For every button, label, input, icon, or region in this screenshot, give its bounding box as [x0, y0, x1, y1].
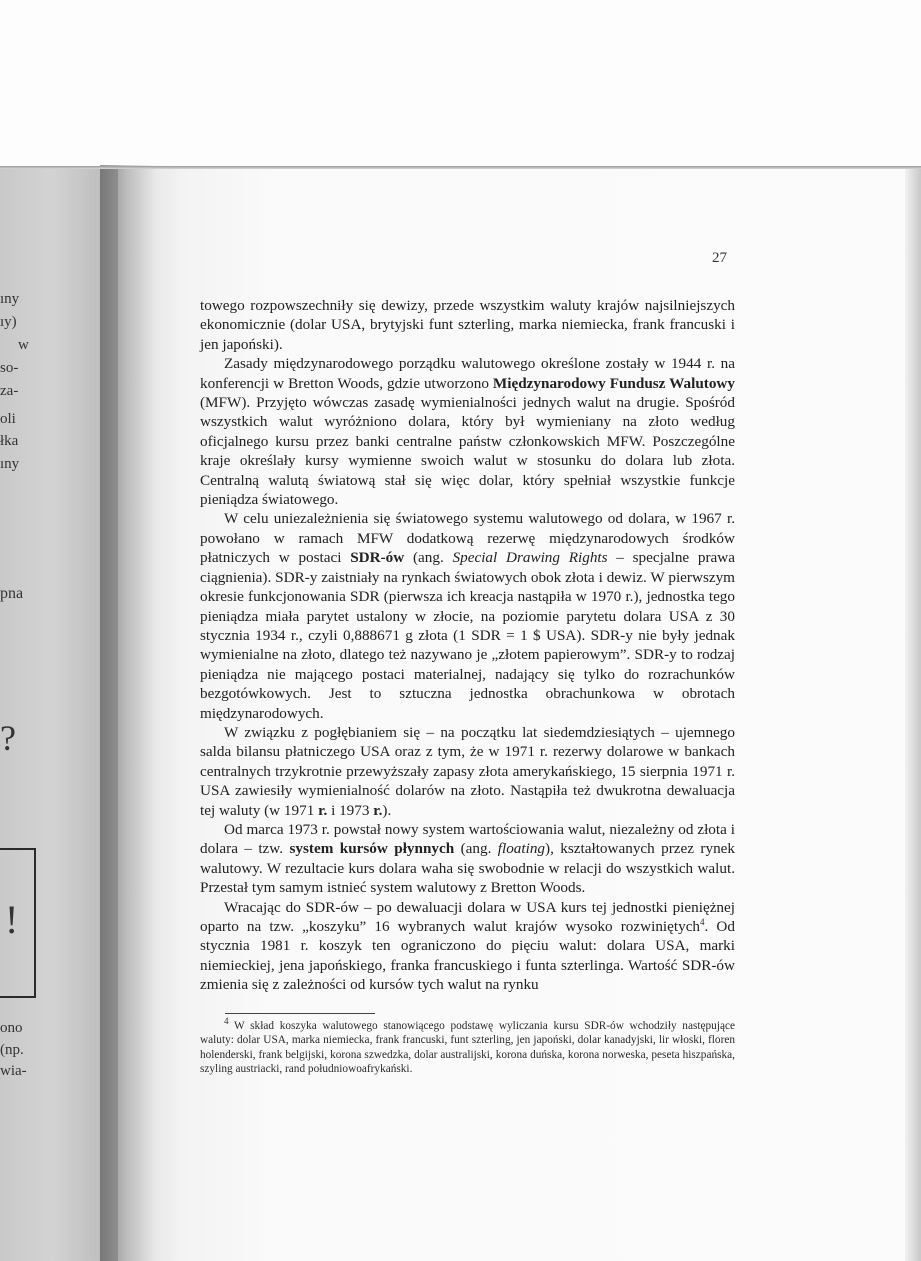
- paragraph-text: towego rozpowszechniły się dewizy, przede wszystkim waluty krajów najsilniejszych ekonomicznie (dolar USA, brytyjski funt szterling, marka niemiecka, frank francuski i jen japoński).: [200, 297, 735, 353]
- paragraph-text: Od marca 1973 r. powstał nowy system wartościowania walut, niezależny od złota i dolara – tzw.: [200, 820, 735, 858]
- paragraph-5: [200, 820, 735, 898]
- paragraph-text: ).: [382, 801, 392, 819]
- paragraph-4: [200, 723, 735, 820]
- footnote: [200, 1016, 735, 1076]
- left-page-fragment: pna: [0, 585, 24, 602]
- bold-term: SDR-ów: [350, 549, 405, 567]
- right-page-edge: [905, 168, 921, 1261]
- paragraph-text: (ang.: [404, 549, 453, 567]
- paragraph-text: ), kształtowanych przez rynek walutowy. W rezultacie kurs dolara waha się swobodnie w relacji do wszystkich walut. Przestał tym samym istnieć system walutowy z Bretton Woods.: [200, 840, 735, 897]
- paragraph-1: [200, 296, 735, 354]
- left-page-fragment: ?: [0, 718, 16, 758]
- left-box-top-line: [0, 848, 35, 850]
- paragraph-text: . Od stycznia 1981 r. koszyk ten ograniczono do pięciu walut: dolara USA, marki niemieckiej, jena japońskiego, franka francuskiego i funta szterlinga. Wartość SDR-ów zmienia się z zależności od kursów tych walut na rynku: [200, 918, 735, 994]
- paragraph-text: (ang.: [454, 840, 498, 858]
- paragraph-text: i 1973: [327, 801, 374, 819]
- paragraph-text: W związku z pogłębianiem się – na początku lat siedemdziesiątych – ujemnego salda bilansu płatniczego USA oraz z tym, że w 1971 r. rezerwy dolarowe w bankach centralnych trzykrotnie przewyższały zapasy złota amerykańskiego, 15 sierpnia 1971 r. USA zawiesiły wymienialność dolarów na złoto. Nastąpiła też dwukrotna dewaluacja tej waluty (w 1971: [200, 723, 735, 819]
- left-page-fragment: so-: [0, 360, 19, 376]
- paragraph-text: (MFW). Przyjęto wówczas zasadę wymienialności jednych walut na drugie. Spośród wszystkich walut wyróżniono dolara, który był wymieniany na złoto według oficjalnego kursu przez banki centralne państw członkowskich MFW. Poszczególne kraje określały kursy wymienne swoich walut w stosunku do dolara lub złota. Centralną walutą światową stał się więc dolar, który spełniał wszystkie funkcje pieniądza światowego.: [200, 394, 735, 509]
- bold-term: system kursów płynnych: [289, 840, 455, 858]
- left-page-fragment: ıny: [0, 291, 20, 307]
- body-text: [200, 296, 735, 995]
- left-page-fragment: (np.: [0, 1042, 24, 1058]
- left-box-bottom-line: [0, 996, 35, 998]
- italic-term: Special Drawing Rights: [452, 549, 608, 567]
- left-page-fragment: w: [18, 337, 29, 353]
- footnote-text: W skład koszyka walutowego stanowiącego podstawę wyliczania kursu SDR-ów wchodziły następujące waluty: dolar USA, marka niemiecka, frank francuski, funt szterling, jen japoński, dolar kanadyjski, lir włoski, floren holenderski, frank belgijski, korona szwedzka, dolar australijski, korona duńska, korona norweska, peseta hiszpańska, szyling austriacki, rand południowoafrykański.: [200, 1020, 735, 1075]
- bold-abbrev: r.: [373, 801, 383, 819]
- bold-term: Międzynarodowy Fundusz Walutowy: [492, 374, 735, 392]
- page-number: 27: [712, 250, 727, 266]
- paragraph-text: W celu uniezależnienia się światowego systemu walutowego od dolara, w 1967 r. powołano w ramach MFW dodatkową rezerwę międzynarodowych środków płatniczych w postaci: [200, 510, 735, 567]
- paragraph-2: [200, 354, 735, 509]
- left-page-fragment: ıny: [0, 456, 20, 472]
- footnote-separator: [225, 1013, 375, 1014]
- paragraph-text: – specjalne prawa ciągnienia). SDR-y zaistniały na rynkach światowych obok złota i dewiz. W pierwszym okresie funkcjonowania SDR (pierwsza ich kreacja nastąpiła w 1970 r.), jednostka tego pieniądza miała parytet ustalony w złocie, na poziomie parytetu dolara USA z 30 stycznia 1934 r., czyli 0,888671 g złota (1 SDR = 1 $ USA). SDR-y nie były jednak wymienialne na złoto, dlatego też nazywano je „złotem papierowym”. SDR-y to rodzaj pieniądza nie mającego postaci materialnej, nadający się tylko do rozrachunków bezgotówkowych. Jest to sztuczna jednostka obrachunkowa w obrotach międzynarodowych.: [200, 549, 735, 722]
- left-page-fragment: wia-: [0, 1063, 27, 1079]
- book-gutter-shadow: [100, 165, 180, 1261]
- paragraph-text: Zasady międzynarodowego porządku walutowego określone zostały w 1944 r. na konferencji w Bretton Woods, gdzie utworzono: [200, 355, 735, 392]
- left-page-fragment: !: [5, 898, 19, 942]
- left-page-fragment: ıy): [0, 314, 17, 330]
- page-top-edge: [0, 166, 921, 169]
- left-page-fragment: oli: [0, 411, 16, 427]
- paragraph-text: Wracając do SDR-ów – po dewaluacji dolara w USA kurs tej jednostki pieniężnej oparto na tzw. „koszyku” 16 wybranych walut krajów wysoko rozwiniętych: [200, 898, 735, 935]
- footnote-marker: 4: [224, 1016, 229, 1027]
- paragraph-3: [200, 509, 735, 722]
- bold-abbrev: r.: [318, 801, 328, 819]
- left-page-fragment: łka: [0, 433, 19, 449]
- left-page-fragment: ono: [0, 1020, 23, 1036]
- paragraph-6: [200, 898, 735, 995]
- footnote-paragraph: [200, 1016, 735, 1076]
- italic-term: floating: [497, 840, 546, 858]
- footnote-reference[interactable]: 4: [700, 916, 705, 927]
- left-page-fragment: za-: [0, 383, 19, 399]
